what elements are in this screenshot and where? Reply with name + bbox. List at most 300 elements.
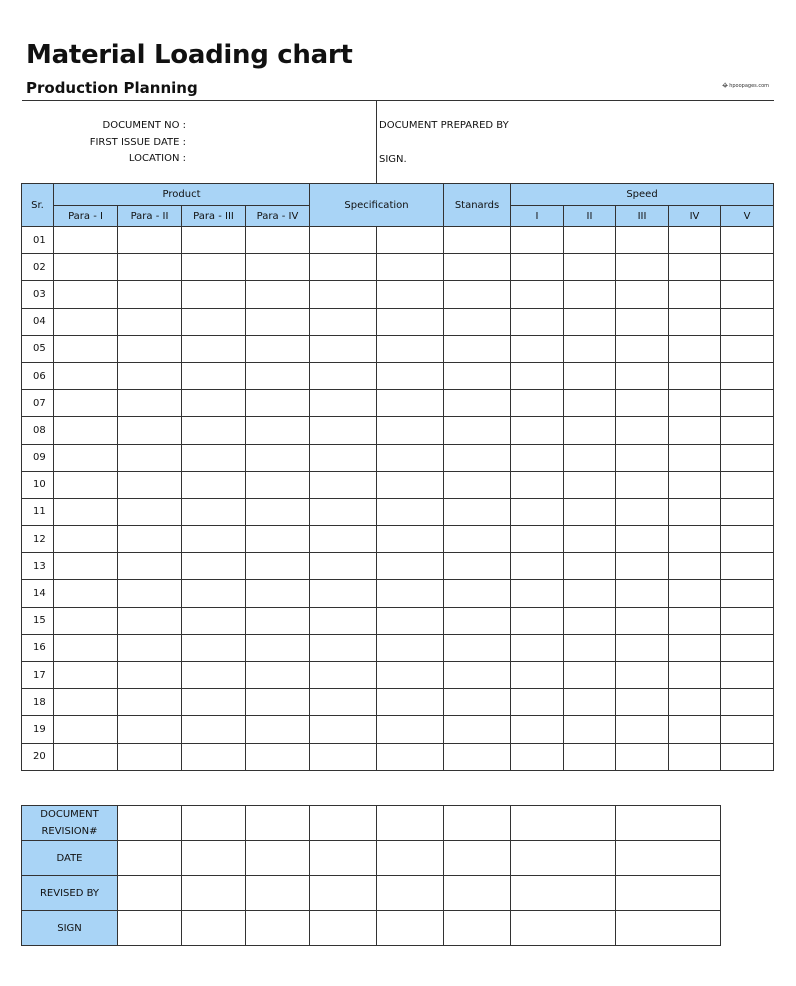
entry-cell[interactable] (511, 580, 564, 607)
entry-cell[interactable] (54, 689, 118, 716)
revision-cell[interactable] (511, 876, 616, 911)
entry-cell[interactable] (669, 580, 721, 607)
entry-cell[interactable] (669, 526, 721, 553)
revision-cell[interactable] (182, 911, 246, 946)
revision-cell[interactable] (616, 911, 721, 946)
revision-cell[interactable] (511, 841, 616, 876)
entry-cell[interactable] (310, 526, 377, 553)
entry-cell[interactable] (721, 335, 774, 362)
revision-cell[interactable] (118, 911, 182, 946)
entry-cell[interactable] (246, 553, 310, 580)
entry-cell[interactable] (182, 607, 246, 634)
entry-cell[interactable] (721, 227, 774, 254)
entry-cell[interactable] (54, 743, 118, 770)
entry-cell[interactable] (721, 444, 774, 471)
entry-cell[interactable] (511, 335, 564, 362)
entry-cell[interactable] (246, 390, 310, 417)
entry-cell[interactable] (377, 335, 444, 362)
entry-cell[interactable] (721, 362, 774, 389)
entry-cell[interactable] (54, 526, 118, 553)
entry-cell[interactable] (182, 254, 246, 281)
entry-cell[interactable] (444, 634, 511, 661)
revision-cell[interactable] (182, 806, 246, 841)
entry-cell[interactable] (669, 444, 721, 471)
entry-cell[interactable] (564, 308, 616, 335)
entry-cell[interactable] (564, 227, 616, 254)
entry-cell[interactable] (118, 444, 182, 471)
entry-cell[interactable] (444, 662, 511, 689)
entry-cell[interactable] (669, 417, 721, 444)
table-row (22, 689, 774, 716)
entry-cell[interactable] (54, 417, 118, 444)
table-row (22, 362, 774, 389)
revision-cell[interactable] (182, 841, 246, 876)
revision-cell[interactable] (118, 876, 182, 911)
entry-cell[interactable] (444, 526, 511, 553)
entry-cell[interactable] (182, 689, 246, 716)
entry-cell[interactable] (564, 444, 616, 471)
entry-cell[interactable] (444, 498, 511, 525)
entry-cell[interactable] (616, 390, 669, 417)
para-4-header: Para - IV (246, 206, 310, 227)
entry-cell[interactable] (444, 471, 511, 498)
entry-cell[interactable] (182, 498, 246, 525)
entry-cell[interactable] (246, 444, 310, 471)
entry-cell[interactable] (669, 498, 721, 525)
entry-cell[interactable] (118, 634, 182, 661)
entry-cell[interactable] (616, 743, 669, 770)
entry-cell[interactable] (564, 281, 616, 308)
entry-cell[interactable] (721, 390, 774, 417)
entry-cell[interactable] (118, 390, 182, 417)
page-subtitle: Production Planning (26, 79, 198, 97)
entry-cell[interactable] (669, 553, 721, 580)
entry-cell[interactable] (616, 227, 669, 254)
entry-cell[interactable] (444, 390, 511, 417)
entry-cell[interactable] (511, 362, 564, 389)
entry-cell[interactable] (616, 362, 669, 389)
entry-cell[interactable] (511, 444, 564, 471)
entry-cell[interactable] (721, 743, 774, 770)
entry-cell[interactable] (310, 634, 377, 661)
revision-cell[interactable] (246, 911, 310, 946)
entry-cell[interactable] (721, 580, 774, 607)
entry-cell[interactable] (182, 444, 246, 471)
entry-cell[interactable] (118, 662, 182, 689)
entry-cell[interactable] (377, 281, 444, 308)
entry-cell[interactable] (669, 716, 721, 743)
revision-cell[interactable] (616, 841, 721, 876)
entry-cell[interactable] (54, 254, 118, 281)
document-no-label: DOCUMENT NO : (102, 120, 186, 131)
entry-cell[interactable] (377, 254, 444, 281)
revision-cell[interactable] (444, 841, 511, 876)
entry-cell[interactable] (377, 471, 444, 498)
entry-cell[interactable] (118, 716, 182, 743)
entry-cell[interactable] (118, 743, 182, 770)
entry-cell[interactable] (246, 335, 310, 362)
entry-cell[interactable] (616, 335, 669, 362)
entry-cell[interactable] (310, 227, 377, 254)
entry-cell[interactable] (246, 689, 310, 716)
entry-cell[interactable] (246, 634, 310, 661)
entry-cell[interactable] (444, 580, 511, 607)
entry-cell[interactable] (377, 362, 444, 389)
entry-cell[interactable] (246, 580, 310, 607)
entry-cell[interactable] (310, 716, 377, 743)
entry-cell[interactable] (182, 417, 246, 444)
entry-cell[interactable] (721, 607, 774, 634)
entry-cell[interactable] (246, 227, 310, 254)
entry-cell[interactable] (310, 471, 377, 498)
entry-cell[interactable] (564, 634, 616, 661)
revision-cell[interactable] (310, 911, 377, 946)
entry-cell[interactable] (246, 281, 310, 308)
entry-cell[interactable] (511, 417, 564, 444)
entry-cell[interactable] (721, 526, 774, 553)
revision-cell[interactable] (310, 806, 377, 841)
entry-cell[interactable] (182, 743, 246, 770)
entry-cell[interactable] (511, 526, 564, 553)
entry-cell[interactable] (616, 498, 669, 525)
entry-cell[interactable] (511, 390, 564, 417)
entry-cell[interactable] (564, 580, 616, 607)
entry-cell[interactable] (182, 390, 246, 417)
entry-cell[interactable] (377, 662, 444, 689)
entry-cell[interactable] (616, 607, 669, 634)
entry-cell[interactable] (182, 553, 246, 580)
entry-cell[interactable] (616, 308, 669, 335)
entry-cell[interactable] (182, 580, 246, 607)
entry-cell[interactable] (310, 553, 377, 580)
entry-cell[interactable] (182, 471, 246, 498)
entry-cell[interactable] (511, 281, 564, 308)
entry-cell[interactable] (118, 580, 182, 607)
entry-cell[interactable] (377, 417, 444, 444)
entry-cell[interactable] (444, 444, 511, 471)
entry-cell[interactable] (310, 335, 377, 362)
revision-label: DOCUMENT REVISION# (22, 806, 118, 841)
entry-cell[interactable] (564, 553, 616, 580)
entry-cell[interactable] (54, 281, 118, 308)
entry-cell[interactable] (721, 689, 774, 716)
entry-cell[interactable] (616, 417, 669, 444)
entry-cell[interactable] (118, 281, 182, 308)
entry-cell[interactable] (721, 634, 774, 661)
speed-4-header: IV (669, 206, 721, 227)
entry-cell[interactable] (182, 662, 246, 689)
entry-cell[interactable] (118, 471, 182, 498)
entry-cell[interactable] (564, 254, 616, 281)
entry-cell[interactable] (54, 362, 118, 389)
entry-cell[interactable] (616, 634, 669, 661)
entry-cell[interactable] (377, 390, 444, 417)
revision-row (22, 876, 721, 911)
entry-cell[interactable] (669, 281, 721, 308)
entry-cell[interactable] (721, 553, 774, 580)
entry-cell[interactable] (511, 308, 564, 335)
para-3-header: Para - III (182, 206, 246, 227)
revision-cell[interactable] (377, 911, 444, 946)
loading-chart-table (21, 183, 774, 771)
entry-cell[interactable] (377, 498, 444, 525)
revision-cell[interactable] (182, 876, 246, 911)
entry-cell[interactable] (246, 662, 310, 689)
entry-cell[interactable] (444, 607, 511, 634)
entry-cell[interactable] (616, 689, 669, 716)
entry-cell[interactable] (54, 498, 118, 525)
revision-cell[interactable] (377, 806, 444, 841)
revision-cell[interactable] (118, 841, 182, 876)
entry-cell[interactable] (564, 471, 616, 498)
entry-cell[interactable] (377, 227, 444, 254)
entry-cell[interactable] (564, 417, 616, 444)
entry-cell[interactable] (54, 580, 118, 607)
entry-cell[interactable] (54, 607, 118, 634)
entry-cell[interactable] (564, 689, 616, 716)
entry-cell[interactable] (118, 362, 182, 389)
entry-cell[interactable] (669, 390, 721, 417)
brand-logo (722, 79, 770, 92)
logo-icon: ⌖ (722, 79, 729, 92)
entry-cell[interactable] (54, 390, 118, 417)
entry-cell[interactable] (511, 254, 564, 281)
entry-cell[interactable] (54, 662, 118, 689)
entry-cell[interactable] (377, 607, 444, 634)
entry-cell[interactable] (182, 526, 246, 553)
entry-cell[interactable] (310, 281, 377, 308)
entry-cell[interactable] (182, 227, 246, 254)
entry-cell[interactable] (669, 362, 721, 389)
entry-cell[interactable] (616, 471, 669, 498)
entry-cell[interactable] (721, 716, 774, 743)
revision-cell[interactable] (377, 876, 444, 911)
revision-cell[interactable] (444, 806, 511, 841)
entry-cell[interactable] (564, 743, 616, 770)
table-row (22, 743, 774, 770)
entry-cell[interactable] (669, 689, 721, 716)
entry-cell[interactable] (669, 634, 721, 661)
row-number: 16 (22, 634, 54, 661)
revision-cell[interactable] (511, 806, 616, 841)
entry-cell[interactable] (444, 716, 511, 743)
row-number: 04 (22, 308, 54, 335)
entry-cell[interactable] (54, 553, 118, 580)
entry-cell[interactable] (564, 662, 616, 689)
entry-cell[interactable] (246, 471, 310, 498)
location-label: LOCATION : (128, 153, 186, 164)
entry-cell[interactable] (310, 580, 377, 607)
entry-cell[interactable] (721, 471, 774, 498)
entry-cell[interactable] (182, 308, 246, 335)
entry-cell[interactable] (182, 281, 246, 308)
revision-cell[interactable] (377, 841, 444, 876)
entry-cell[interactable] (511, 607, 564, 634)
entry-cell[interactable] (310, 689, 377, 716)
entry-cell[interactable] (118, 227, 182, 254)
entry-cell[interactable] (310, 444, 377, 471)
entry-cell[interactable] (246, 716, 310, 743)
entry-cell[interactable] (564, 526, 616, 553)
entry-cell[interactable] (377, 634, 444, 661)
entry-cell[interactable] (118, 417, 182, 444)
entry-cell[interactable] (511, 227, 564, 254)
entry-cell[interactable] (246, 308, 310, 335)
entry-cell[interactable] (377, 553, 444, 580)
meta-divider (376, 100, 377, 184)
entry-cell[interactable] (444, 743, 511, 770)
entry-cell[interactable] (669, 308, 721, 335)
entry-cell[interactable] (246, 417, 310, 444)
revision-cell[interactable] (310, 841, 377, 876)
revision-cell[interactable] (246, 806, 310, 841)
entry-cell[interactable] (669, 254, 721, 281)
entry-cell[interactable] (310, 417, 377, 444)
entry-cell[interactable] (377, 743, 444, 770)
entry-cell[interactable] (616, 444, 669, 471)
entry-cell[interactable] (118, 498, 182, 525)
entry-cell[interactable] (377, 526, 444, 553)
entry-cell[interactable] (511, 689, 564, 716)
entry-cell[interactable] (310, 498, 377, 525)
entry-cell[interactable] (444, 308, 511, 335)
entry-cell[interactable] (246, 254, 310, 281)
entry-cell[interactable] (616, 662, 669, 689)
entry-cell[interactable] (54, 308, 118, 335)
entry-cell[interactable] (182, 335, 246, 362)
entry-cell[interactable] (118, 254, 182, 281)
entry-cell[interactable] (444, 553, 511, 580)
entry-cell[interactable] (310, 607, 377, 634)
entry-cell[interactable] (564, 362, 616, 389)
entry-cell[interactable] (54, 227, 118, 254)
entry-cell[interactable] (721, 308, 774, 335)
entry-cell[interactable] (54, 716, 118, 743)
entry-cell[interactable] (377, 580, 444, 607)
row-number: 07 (22, 390, 54, 417)
entry-cell[interactable] (444, 689, 511, 716)
revision-cell[interactable] (310, 876, 377, 911)
entry-cell[interactable] (310, 362, 377, 389)
entry-cell[interactable] (616, 580, 669, 607)
revision-cell[interactable] (616, 806, 721, 841)
entry-cell[interactable] (444, 227, 511, 254)
entry-cell[interactable] (511, 471, 564, 498)
entry-cell[interactable] (377, 444, 444, 471)
revision-cell[interactable] (118, 806, 182, 841)
entry-cell[interactable] (564, 498, 616, 525)
specification-header: Specification (310, 184, 444, 227)
entry-cell[interactable] (511, 634, 564, 661)
entry-cell[interactable] (118, 553, 182, 580)
entry-cell[interactable] (118, 308, 182, 335)
entry-cell[interactable] (669, 227, 721, 254)
entry-cell[interactable] (616, 553, 669, 580)
entry-cell[interactable] (721, 662, 774, 689)
entry-cell[interactable] (564, 390, 616, 417)
entry-cell[interactable] (511, 716, 564, 743)
entry-cell[interactable] (669, 662, 721, 689)
entry-cell[interactable] (246, 743, 310, 770)
entry-cell[interactable] (721, 254, 774, 281)
entry-cell[interactable] (246, 526, 310, 553)
entry-cell[interactable] (118, 526, 182, 553)
entry-cell[interactable] (616, 254, 669, 281)
entry-cell[interactable] (54, 335, 118, 362)
row-number: 06 (22, 362, 54, 389)
entry-cell[interactable] (721, 281, 774, 308)
entry-cell[interactable] (310, 390, 377, 417)
entry-cell[interactable] (182, 634, 246, 661)
entry-cell[interactable] (182, 716, 246, 743)
table-row (22, 553, 774, 580)
entry-cell[interactable] (310, 662, 377, 689)
entry-cell[interactable] (444, 281, 511, 308)
entry-cell[interactable] (444, 335, 511, 362)
entry-cell[interactable] (246, 362, 310, 389)
entry-cell[interactable] (511, 662, 564, 689)
entry-cell[interactable] (54, 444, 118, 471)
revision-cell[interactable] (444, 876, 511, 911)
entry-cell[interactable] (118, 689, 182, 716)
entry-cell[interactable] (669, 743, 721, 770)
entry-cell[interactable] (616, 716, 669, 743)
entry-cell[interactable] (182, 362, 246, 389)
entry-cell[interactable] (669, 607, 721, 634)
entry-cell[interactable] (669, 471, 721, 498)
entry-cell[interactable] (444, 417, 511, 444)
entry-cell[interactable] (444, 362, 511, 389)
entry-cell[interactable] (564, 335, 616, 362)
entry-cell[interactable] (564, 607, 616, 634)
entry-cell[interactable] (669, 335, 721, 362)
entry-cell[interactable] (616, 281, 669, 308)
entry-cell[interactable] (564, 716, 616, 743)
entry-cell[interactable] (511, 743, 564, 770)
table-row (22, 444, 774, 471)
revision-cell[interactable] (511, 911, 616, 946)
table-row (22, 308, 774, 335)
table-row (22, 498, 774, 525)
entry-cell[interactable] (377, 716, 444, 743)
revision-cell[interactable] (246, 876, 310, 911)
entry-cell[interactable] (444, 254, 511, 281)
entry-cell[interactable] (377, 689, 444, 716)
entry-cell[interactable] (246, 607, 310, 634)
revision-cell[interactable] (444, 911, 511, 946)
entry-cell[interactable] (310, 743, 377, 770)
entry-cell[interactable] (246, 498, 310, 525)
speed-5-header: V (721, 206, 774, 227)
table-row (22, 471, 774, 498)
entry-cell[interactable] (616, 526, 669, 553)
row-number: 19 (22, 716, 54, 743)
entry-cell[interactable] (377, 308, 444, 335)
entry-cell[interactable] (310, 254, 377, 281)
entry-cell[interactable] (118, 335, 182, 362)
table-row (22, 390, 774, 417)
entry-cell[interactable] (721, 498, 774, 525)
entry-cell[interactable] (721, 417, 774, 444)
entry-cell[interactable] (511, 553, 564, 580)
entry-cell[interactable] (118, 607, 182, 634)
entry-cell[interactable] (54, 471, 118, 498)
entry-cell[interactable] (310, 308, 377, 335)
revision-cell[interactable] (616, 876, 721, 911)
revision-cell[interactable] (246, 841, 310, 876)
entry-cell[interactable] (54, 634, 118, 661)
entry-cell[interactable] (511, 498, 564, 525)
